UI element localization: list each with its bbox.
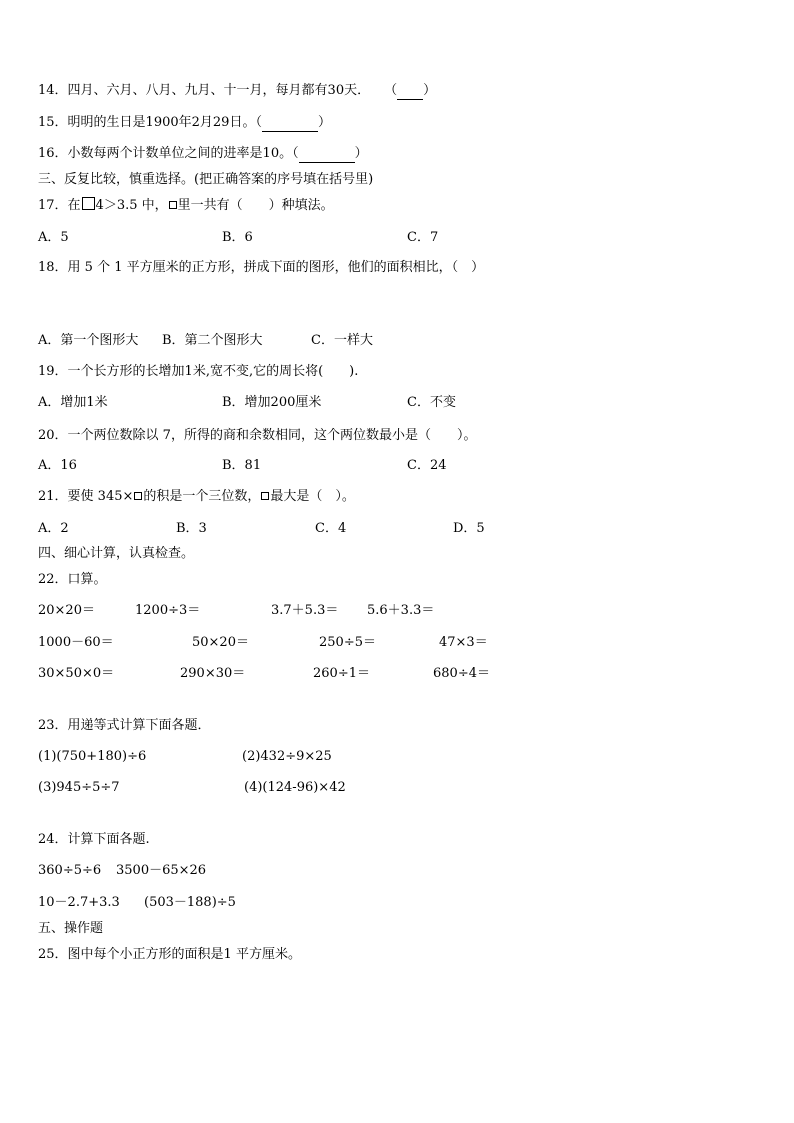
- answer-blank[interactable]: [397, 85, 423, 100]
- calc-item: 290×30＝: [180, 666, 246, 681]
- calc-item: (2)432÷9×25: [242, 749, 332, 764]
- option-a[interactable]: A．2: [38, 521, 69, 536]
- calc-item: 3500－65×26: [116, 863, 207, 878]
- calc-item: 260÷1＝: [313, 666, 370, 681]
- answer-blank[interactable]: [299, 148, 355, 163]
- option-c[interactable]: C．4: [315, 521, 347, 536]
- option-c[interactable]: C．7: [407, 230, 439, 245]
- calc-item: 3.7＋5.3＝: [271, 603, 339, 618]
- option-c[interactable]: C．24: [407, 458, 447, 473]
- question-15: 15．明明的生日是1900年2月29日。（ ）: [38, 115, 331, 130]
- calc-item: 50×20＝: [192, 635, 249, 650]
- calc-item: 1200÷3＝: [135, 603, 201, 618]
- section-heading-5: 五、操作题: [38, 921, 104, 936]
- option-a[interactable]: A．增加1米: [38, 395, 108, 410]
- calc-item: 20×20＝: [38, 603, 95, 618]
- calc-item: (503－188)÷5: [144, 895, 236, 910]
- calc-item: (3)945÷5÷7: [38, 780, 120, 795]
- question-14: 14．四月、六月、八月、九月、十一月，每月都有30天． （ ）: [38, 83, 437, 98]
- option-a[interactable]: A．16: [38, 458, 77, 473]
- option-b[interactable]: B．81: [222, 458, 262, 473]
- question-16-text: 16．小数每两个计数单位之间的进率是10。: [38, 146, 293, 161]
- calc-item: 250÷5＝: [319, 635, 376, 650]
- calc-item: (4)(124-96)×42: [244, 780, 346, 795]
- calc-item: 30×50×0＝: [38, 666, 115, 681]
- question-14-text: 14．四月、六月、八月、九月、十一月，每月都有30天．: [38, 83, 371, 98]
- question-19: 19．一个长方形的长增加1米,宽不变,它的周长将( ).: [38, 364, 359, 379]
- question-15-text: 15．明明的生日是1900年2月29日。: [38, 115, 256, 130]
- calc-item: 1000－60＝: [38, 635, 114, 650]
- small-square-icon: [261, 492, 269, 500]
- option-a[interactable]: A．5: [38, 230, 69, 245]
- option-c[interactable]: C．不变: [407, 395, 456, 410]
- option-b[interactable]: B．第二个图形大: [162, 333, 263, 348]
- option-b[interactable]: B．3: [176, 521, 207, 536]
- square-placeholder-icon: [82, 197, 95, 210]
- option-c[interactable]: C．一样大: [311, 333, 373, 348]
- calc-item: (1)(750+180)÷6: [38, 749, 147, 764]
- question-21: 21．要使 345× 的积是一个三位数， 最大是（ ）。: [38, 489, 355, 504]
- calc-item: 360÷5÷6: [38, 863, 102, 878]
- calc-item: 5.6＋3.3＝: [367, 603, 435, 618]
- question-16: 16．小数每两个计数单位之间的进率是10。（ ）: [38, 146, 368, 161]
- calc-item: 47×3＝: [439, 635, 488, 650]
- option-a[interactable]: A．第一个图形大: [38, 333, 139, 348]
- small-square-icon: [169, 201, 177, 209]
- option-d[interactable]: D．5: [453, 521, 485, 536]
- question-23-title: 23．用递等式计算下面各题．: [38, 718, 211, 733]
- calc-item: 10－2.7+3.3: [38, 895, 120, 910]
- question-20: 20．一个两位数除以 7，所得的商和余数相同，这个两位数最小是（ ）。: [38, 428, 477, 443]
- question-25: 25．图中每个小正方形的面积是1 平方厘米。: [38, 947, 301, 962]
- question-22-title: 22．口算。: [38, 572, 107, 587]
- calc-item: 680÷4＝: [433, 666, 490, 681]
- option-b[interactable]: B．增加200厘米: [222, 395, 322, 410]
- section-heading-4: 四、细心计算，认真检查。: [38, 546, 195, 561]
- question-18: 18．用 5 个 1 平方厘米的正方形，拼成下面的图形，他们的面积相比，（ ）: [38, 260, 485, 275]
- option-b[interactable]: B．6: [222, 230, 253, 245]
- question-17: 17．在 4＞3.5 中， 里一共有（ ）种填法。: [38, 198, 334, 213]
- small-square-icon: [134, 492, 142, 500]
- section-heading-3: 三、反复比较，慎重选择。(把正确答案的序号填在括号里): [38, 172, 374, 187]
- answer-blank[interactable]: [262, 117, 318, 132]
- question-24-title: 24．计算下面各题.: [38, 832, 150, 847]
